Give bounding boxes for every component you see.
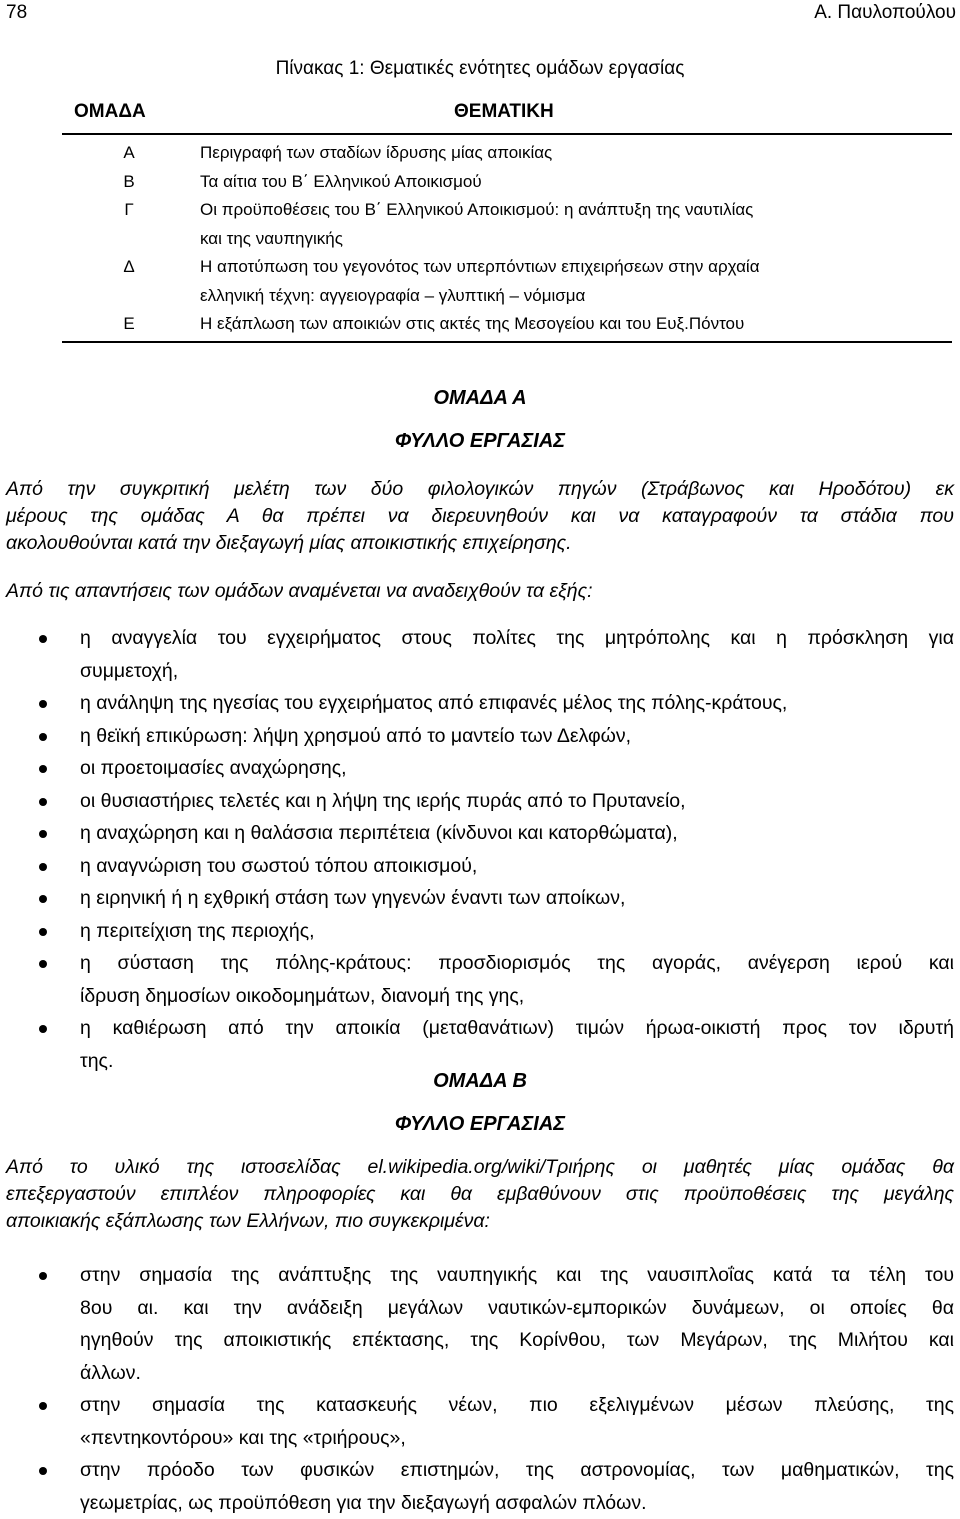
list-item (0, 850, 960, 883)
bullet-icon (39, 895, 47, 903)
bullet-icon (39, 733, 47, 741)
list-item-line: ηγηθούν της αποικιστικής επέκτασης, της Κορίνθου, των Μεγάρων, της Μιλήτου και (80, 1324, 954, 1357)
section-a-intro (6, 476, 954, 557)
list-item-line: η σύσταση της πόλης-κράτους: προσδιορισμός της αγοράς, ανέγερση ιερού και (80, 947, 954, 980)
list-item-text (80, 850, 954, 883)
list-item-line: 8ου αι. και την ανάδειξη μεγάλων ναυτικών-εμπορικών δυνάμεων, οι οποίες θα (80, 1292, 954, 1325)
theme-cell (196, 168, 952, 197)
theme-cell (196, 139, 952, 168)
list-item-line: στην σημασία της ανάπτυξης της ναυπηγικής και της ναυσιπλοΐας κατά τα τέλη του (80, 1259, 954, 1292)
list-item-line: οι προετοιμασίες αναχώρησης, (80, 752, 954, 785)
list-item (0, 915, 960, 948)
list-item-line: η θεϊκή επικύρωση: λήψη χρησμού από το μαντείο των Δελφών, (80, 720, 954, 753)
list-item-line: η περιτείχιση της περιοχής, (80, 915, 954, 948)
list-item-line: η καθιέρωση από την αποικία (μεταθανάτιων) τιμών ήρωα-οικιστή προς τον ιδρυτή (80, 1012, 954, 1045)
list-item-text (80, 622, 954, 687)
list-item (0, 817, 960, 850)
bullet-icon (39, 700, 47, 708)
bullet-icon (39, 798, 47, 806)
section-b-subtitle: ΦΥΛΛΟ ΕΡΓΑΣΙΑΣ (0, 1113, 960, 1136)
section-b-bullet-list (0, 1259, 960, 1519)
bullet-icon (39, 1402, 47, 1410)
group-letter: Β (62, 168, 196, 197)
section-a-bullet-list (0, 622, 960, 1077)
table-row (62, 253, 952, 310)
page-number: 78 (6, 2, 27, 24)
bullet-icon (39, 1025, 47, 1033)
theme-cell (196, 196, 952, 253)
intro-line: Από την συγκριτική μελέτη των δύο φιλολογικών πηγών (Στράβωνος και Ηροδότου) εκ (6, 476, 954, 503)
list-item-text (80, 1259, 954, 1389)
theme-line: Περιγραφή των σταδίων ίδρυσης μίας αποικίας (200, 139, 952, 168)
theme-line: Η εξάπλωση των αποικιών στις ακτές της Μεσογείου και του Ευξ.Πόντου (200, 310, 952, 339)
list-item-line: οι θυσιαστήριες τελετές και η λήψη της ιερής πυράς από το Πρυτανείο, (80, 785, 954, 818)
bullet-icon (39, 863, 47, 871)
theme-table (62, 94, 952, 343)
list-item-line: άλλων. (80, 1357, 954, 1390)
list-item-line: η ανάληψη της ηγεσίας του εγχειρήματος από επιφανές μέλος της πόλης-κράτους, (80, 687, 954, 720)
list-item (0, 785, 960, 818)
intro-line: ακολουθούνται κατά την διεξαγωγή μίας αποικιστικής επιχείρησης. (6, 530, 954, 557)
list-item (0, 752, 960, 785)
section-b-intro (6, 1154, 954, 1235)
list-item-text (80, 882, 954, 915)
table-row (62, 168, 952, 197)
column-header-theme: ΘΕΜΑΤΙΚΗ (454, 101, 554, 123)
list-item-text (80, 785, 954, 818)
group-letter: Γ (62, 196, 196, 253)
list-item-text (80, 947, 954, 1012)
list-item (0, 1454, 960, 1519)
group-letter: Ε (62, 310, 196, 339)
list-item-text (80, 1454, 954, 1519)
list-item-line: γεωμετρίας, ως προϋπόθεση για την διεξαγωγή ασφαλών πλόων. (80, 1487, 954, 1519)
list-item (0, 1012, 960, 1077)
section-b-title: ΟΜΑΔΑ Β (0, 1070, 960, 1093)
list-item (0, 622, 960, 687)
list-item (0, 720, 960, 753)
list-item-line: της. (80, 1045, 954, 1078)
list-item-text (80, 915, 954, 948)
list-item-line: η αναγνώριση του σωστού τόπου αποικισμού, (80, 850, 954, 883)
list-item-text (80, 817, 954, 850)
list-item-text (80, 1389, 954, 1454)
theme-cell (196, 253, 952, 310)
page-header (0, 0, 960, 28)
bullet-icon (39, 635, 47, 643)
list-item-text (80, 752, 954, 785)
intro-line: αποικιακής εξάπλωσης των Ελλήνων, πιο συγκεκριμένα: (6, 1208, 954, 1235)
bullet-icon (39, 830, 47, 838)
table-header (62, 94, 952, 135)
bullet-icon (39, 960, 47, 968)
table-row (62, 196, 952, 253)
theme-line: Η αποτύπωση του γεγονότος των υπερπόντιων επιχειρήσεων στην αρχαία (200, 253, 952, 282)
theme-line: και της ναυπηγικής (200, 225, 952, 254)
list-item-text (80, 1012, 954, 1077)
section-a-lead: Από τις απαντήσεις των ομάδων αναμένεται να αναδειχθούν τα εξής: (6, 580, 593, 603)
theme-line: ελληνική τέχνη: αγγειογραφία – γλυπτική – νόμισμα (200, 282, 952, 311)
list-item-line: η αναχώρηση και η θαλάσσια περιπέτεια (κίνδυνοι και κατορθώματα), (80, 817, 954, 850)
section-a-subtitle: ΦΥΛΛΟ ΕΡΓΑΣΙΑΣ (0, 430, 960, 453)
theme-line: Τα αίτια του Β΄ Ελληνικού Αποικισμού (200, 168, 952, 197)
list-item-line: στην σημασία της κατασκευής νέων, πιο εξελιγμένων μέσων πλεύσης, της (80, 1389, 954, 1422)
list-item-line: «πεντηκοντόρου» και της «τριήρους», (80, 1422, 954, 1455)
table-row (62, 139, 952, 168)
list-item-line: στην πρόοδο των φυσικών επιστημών, της αστρονομίας, των μαθηματικών, της (80, 1454, 954, 1487)
intro-line: επεξεργαστούν επιπλέον πληροφορίες και θα εμβαθύνουν στις προϋποθέσεις της μεγάλης (6, 1181, 954, 1208)
list-item-text (80, 720, 954, 753)
group-letter: Α (62, 139, 196, 168)
column-header-group: ΟΜΑΔΑ (74, 101, 146, 123)
list-item (0, 1389, 960, 1454)
theme-line: Οι προϋποθέσεις του Β΄ Ελληνικού Αποικισμού: η ανάπτυξη της ναυτιλίας (200, 196, 952, 225)
bullet-icon (39, 928, 47, 936)
section-a-title: ΟΜΑΔΑ Α (0, 387, 960, 410)
bullet-icon (39, 1467, 47, 1475)
running-author: Α. Παυλοπούλου (814, 2, 956, 24)
list-item-text (80, 687, 954, 720)
list-item-line: η αναγγελία του εγχειρήματος στους πολίτες της μητρόπολης και η πρόσκληση για (80, 622, 954, 655)
bullet-icon (39, 765, 47, 773)
table-caption: Πίνακας 1: Θεματικές ενότητες ομάδων εργασίας (0, 58, 960, 80)
list-item-line: η ειρηνική ή η εχθρική στάση των γηγενών έναντι των αποίκων, (80, 882, 954, 915)
list-item-line: ίδρυση δημοσίων οικοδομημάτων, διανομή της γης, (80, 980, 954, 1013)
list-item (0, 947, 960, 1012)
list-item-line: συμμετοχή, (80, 655, 954, 688)
list-item (0, 882, 960, 915)
list-item (0, 687, 960, 720)
list-item (0, 1259, 960, 1389)
intro-line: Από το υλικό της ιστοσελίδας el.wikipedia.org/wiki/Τριήρης οι μαθητές μίας ομάδας θα (6, 1154, 954, 1181)
theme-cell (196, 310, 952, 339)
intro-line: μέρους της ομάδας Α θα πρέπει να διερευνηθούν και να καταγραφούν τα στάδια που (6, 503, 954, 530)
bullet-icon (39, 1272, 47, 1280)
group-letter: Δ (62, 253, 196, 310)
table-body (62, 135, 952, 343)
table-row (62, 310, 952, 339)
